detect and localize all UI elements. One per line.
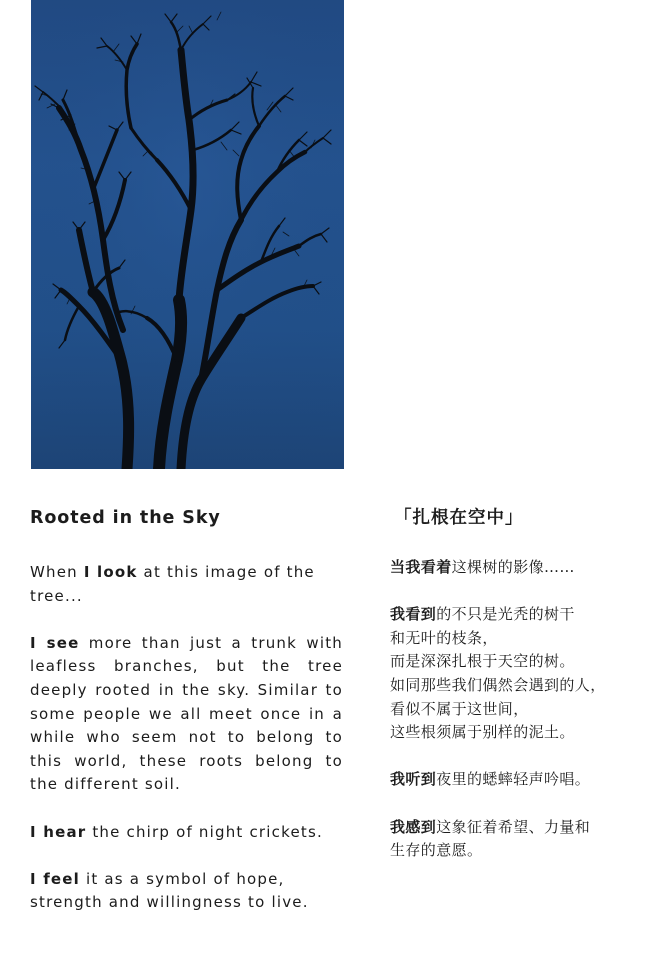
chinese-column: [390, 503, 640, 886]
english-paragraph-see: I see more than just a trunk with leafless branches, but the tree deeply rooted in the sky. Similar to some people we all meet once in a while who seem not to belong to this world, these roots belong to the different soil.: [30, 633, 343, 794]
chinese-paragraph-feel: 我感到这象征着希望、力量和 生存的意愿。: [390, 817, 591, 860]
chinese-paragraph-hear: 我听到夜里的蟋蟀轻声吟唱。: [390, 770, 591, 789]
english-paragraph-look: When I look at this image of the tree...: [30, 563, 315, 605]
bare-tree-silhouette-icon: [31, 0, 344, 469]
english-body: [30, 561, 343, 915]
chinese-paragraph-look: 当我看着这棵树的影像……: [390, 558, 575, 576]
chinese-body: [390, 556, 640, 863]
english-paragraph-hear: I hear the chirp of night crickets.: [30, 822, 323, 841]
english-column: [30, 503, 343, 939]
english-paragraph-feel: I feel it as a symbol of hope, strength and willingness to live.: [30, 869, 309, 912]
chinese-paragraph-see: 我看到的不只是光秃的树干 和无叶的枝条， 而是深深扎根于天空的树。 如同那些我们偶然会遇到的人， 看似不属于这世间， 这些根须属于别样的泥土。: [390, 605, 606, 742]
tree-photo: [31, 0, 344, 469]
chinese-title: 「扎根在空中」: [394, 508, 524, 528]
english-title: Rooted in the Sky: [30, 508, 221, 528]
